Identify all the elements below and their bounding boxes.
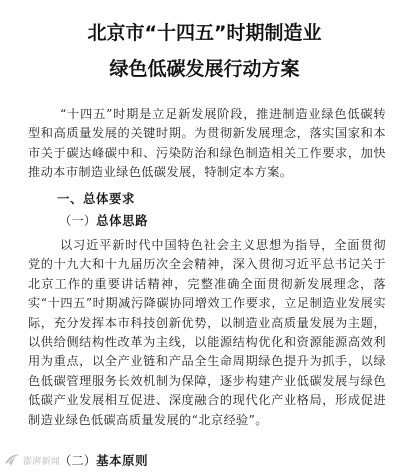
- document-title-line-2: 绿色低碳发展行动方案: [109, 58, 300, 80]
- subsection-heading-basic-principles: [59, 452, 148, 470]
- intro-paragraph: “十四五”时期是立足新发展阶段，推进制造业绿色低碳转型和高质量发展的关键时期。为贯彻新发展理念，落实国家和本市关于碳达峰碳中和、污染防治和绿色制造相关工作要求，加快推动本市制造业绿色低碳发展，特制定本方案。: [28, 107, 386, 180]
- subsection-number: （二）: [59, 453, 97, 468]
- watermark-text: 澎湃新闻: [23, 456, 61, 467]
- subsection-label: 总体思路: [96, 213, 149, 228]
- general-approach-paragraph: 以习近平新时代中国特色社会主义思想为指导，全面贯彻党的十九大和十九届历次全会精神，深入贯彻习近平总书记关于北京工作的重要讲话精神，完整准确全面贯彻新发展理念，落实“十四五”时期减污降碳协同增效工作要求，立足制造业发展实际，充分发挥本市科技创新优势，以制造业高质量发展为主题，以供给侧结构性改革为主线，以能源结构优化和资源能源高效利用为重点，以全产业链和产品全生命周期绿色提升为抓手，以绿色低碳管理服务长效机制为保障，逐步构建产业低碳发展与绿色低碳产业发展相互促进、深度融合的现代化产业格局，形成促进制造业绿色低碳高质量发展的“北京经验”。: [28, 238, 386, 427]
- subsection-heading-general-approach: [59, 212, 148, 230]
- document-title-line-1: 北京市“十四五”时期制造业: [87, 22, 322, 44]
- section-heading-overall-requirements: 一、总体要求: [57, 191, 135, 206]
- subsection-number: （一）: [59, 213, 97, 228]
- subsection-label: 基本原则: [96, 453, 149, 468]
- paper-logo-icon: [4, 453, 20, 467]
- watermark: [4, 453, 60, 467]
